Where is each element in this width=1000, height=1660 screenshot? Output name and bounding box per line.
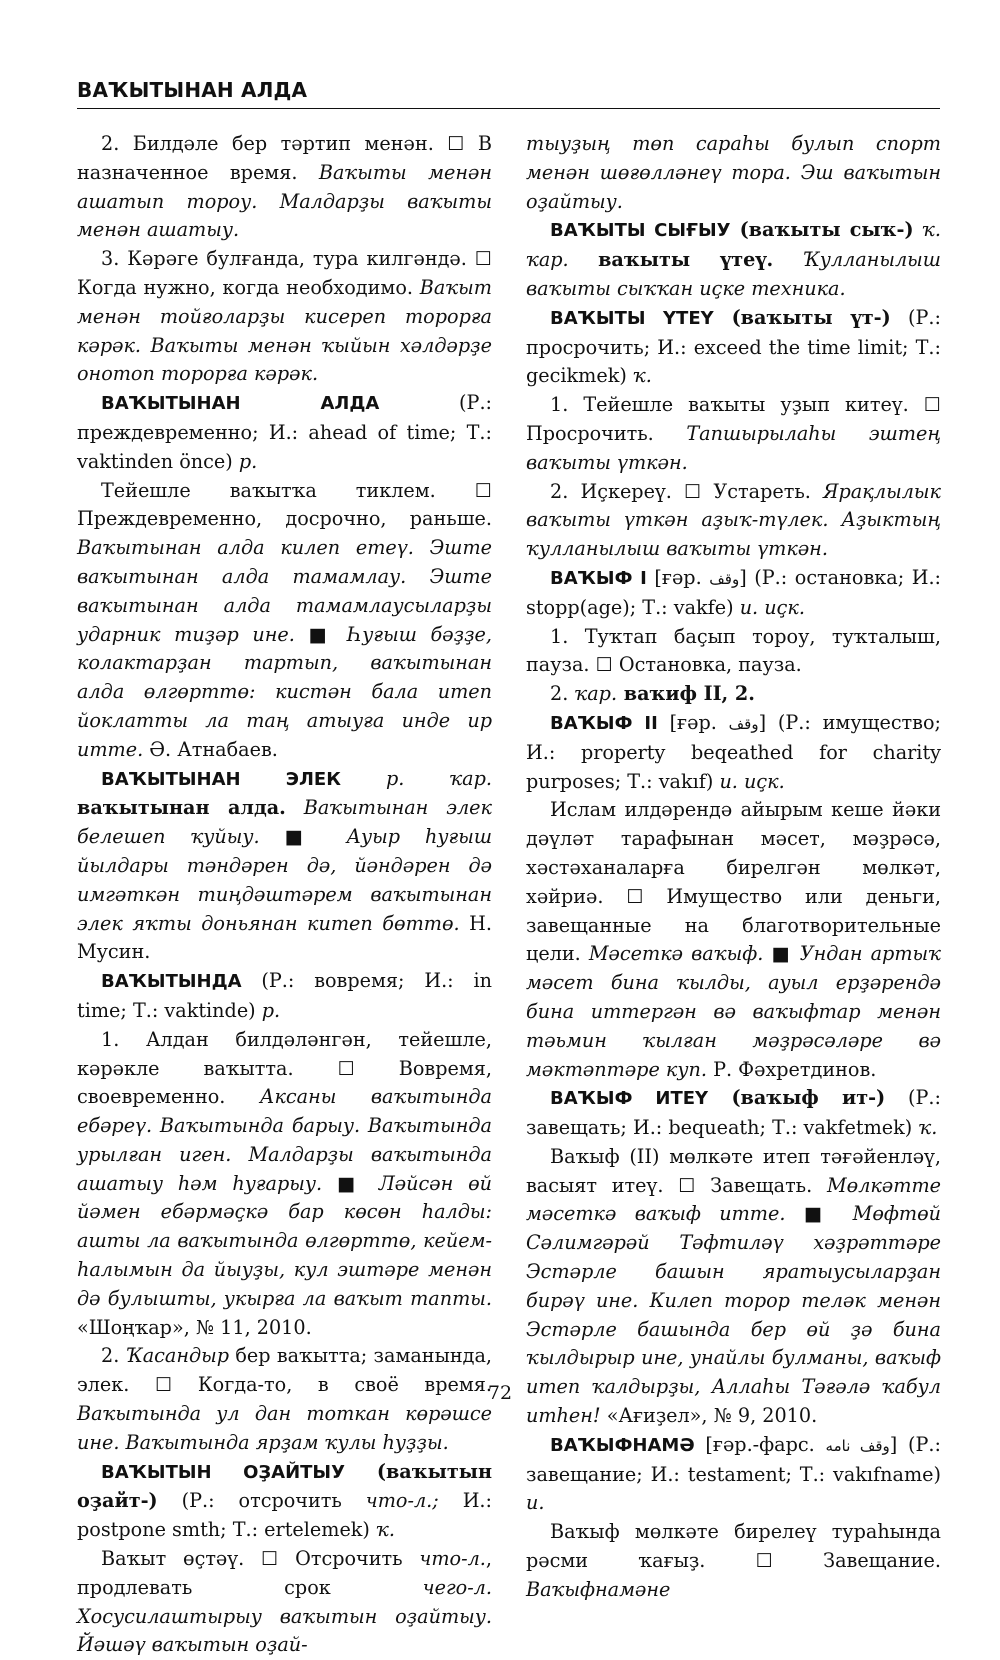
sense-paragraph: 2. Ҡасандыр бер ваҡытта; заманында, элек. ☐ Когда-то, в своё время. Ваҡытында ул дан тоткан көрәшсе ине. Ваҡытында ярҙам ҡулы һуҙҙы. xyxy=(77,1344,493,1454)
sense-paragraph: 1. Туҡтап баҫып тороу, туҡталыш, пауза. ☐ Остановка, пауза. xyxy=(526,624,941,677)
sense-paragraph: Ваҡыт өҫтәү. ☐ Отсрочить что-л., продлевать срок чего-л. Хосусилаштырыу ваҡытын оҙайтыу. Йәшәү ваҡытын оҙай- xyxy=(77,1547,492,1657)
sense-paragraph: Ваҡыф (II) мөлкәте итеп тәғәйенләү, васыят итеү. ☐ Завещать. Мөлкәтте мәсеткә ваҡыф итте. ■ Мөфтөй Сәлимгәрәй Тәфтиләү хәҙрәттәре Эстәрле башын яратыусыларҙан бирәү ине. Килеп торор теләк менән Эстәрле башында бер өй ҙә бина ҡылдырыр ине, унайлы булманы, ваҡыф итеп ҡалдырҙы, Аллаһы Тәғәлә ҡабул итһен! «Ағиҙел», № 9, 2010. xyxy=(526,1144,941,1428)
entry-vaqyfname: ВАҠЫФНАМӘ [ғәр.-фарс. وقف نامه] (Р.: завещание; И.: testament; Т.: vakıfname) и. xyxy=(526,1432,941,1515)
sense-paragraph: 1. Тейешле ваҡыты уҙып китеү. ☐ Просрочить. Тапшырылаһы эштең ваҡыты үткән. xyxy=(526,393,941,474)
sense-paragraph: 3. Кәрәге булғанда, тура килгәндә. ☐ Когда нужно, когда необходимо. Ваҡыт менән тойғоларҙы кисереп торорға кәрәк. Ваҡыты менән ҡыйын хәлдәрҙе онотоп торорға кәрәк. xyxy=(77,247,492,386)
entry-vaqyf-iteu: ВАҠЫФ ИТЕҮ (ваҡыф ит-) (Р.: завещать; И.: bequeath; Т.: vakfetmek) ҡ. xyxy=(526,1086,941,1140)
sense-paragraph: 2. Билдәле бер тәртип менән. ☐ В назначенное время. Ваҡыты менән ашатып тороу. Малдарҙы ваҡыты менән ашатыу. xyxy=(77,132,492,242)
entry-vaqyf-1: ВАҠЫФ I [ғәр. وقف] (Р.: остановка; И.: stopp(age); Т.: vakfe) и. иҫк. xyxy=(526,565,942,619)
left-column xyxy=(77,130,492,1660)
entry-vaqytynda: ВАҠЫТЫНДА (Р.: вовремя; И.: in time; Т.: vaktinde) р. xyxy=(77,969,492,1022)
entry-vaqyty-uteu: ВАҠЫТЫ ҮТЕҮ (ваҡыты үт-) (Р.: просрочить; И.: exceed the time limit; Т.: gecikmek) ҡ. xyxy=(526,305,941,388)
page-number: 72 xyxy=(487,1382,513,1404)
entry-vaqyty-syghyu: ВАҠЫТЫ СЫҒЫУ (ваҡыты сыҡ-) ҡ. ҡар. ваҡыты үтеү. Ҡулланылыш ваҡыты сыҡҡан иҫке техника. xyxy=(526,218,941,300)
sense-paragraph: Тейешле ваҡытҡа тиклем. ☐ Преждевременно, досрочно, раньше. Ваҡытынан алда килеп етеү. Эште ваҡытынан алда тамамлау. Эште ваҡытынан алда тамамлаусыларҙы ударник тиҙәр ине. ■ Һуғыш бәҙҙе, колактарҙан тартып, ваҡытынан алда өлгөрттө: кистән бала итеп йоклатты ла таң атыуға инде ир итте. Ә. Атнабаев. xyxy=(77,478,492,761)
entry-vaqyf-2: ВАҠЫФ II [ғәр. وقف] (Р.: имущество; И.: property beqeathed for charity purposes; Т.: vakıf) и. иҫк. xyxy=(526,710,941,793)
header-rule xyxy=(77,108,940,109)
sense-paragraph: Ваҡыф мөлкәте бирелеү тураһында рәсми ҡағыҙ. ☐ Завещание. Ваҡыфнамәне xyxy=(526,1520,941,1601)
entry-vaqytynan-elek: ВАҠЫТЫНАН ЭЛЕК р. ҡар. ваҡытынан алда. Ваҡытынан элек белешеп ҡуйыу. ■ Ауыр һуғыш йылдары тәндәрен дә, йәндәрен дә имгәткән тиңдәштәрем ваҡытынан элек яҡты доньянан китеп бөттө. Н. Мусин. xyxy=(77,766,492,964)
sense-paragraph: 1. Алдан билдәләнгән, тейешле, кәрәкле ваҡытта. ☐ Вовремя, своевременно. Аксаны ваҡытында ебәреү. Ваҡытында барыу. Ваҡытында урылған иген. Малдарҙы ваҡытында ашатыу һәм һуғарыу. ■ Ләйсән өй йәмен ебәрмәҫкә бар көсөн һалды: ашты ла ваҡытында өлгөрттө, кейем-һалымын да йыуҙы, кул эштәре менән дә булышты, укырға ла ваҡыт тапты. «Шоңҡар», № 11, 2010. xyxy=(77,1027,492,1339)
entry-vaqytyn-ozaytyu: ВАҠЫТЫН ОҘАЙТЫУ (ваҡытын оҙайт-) (Р.: отсрочить что-л.; И.: postpone smth; Т.: ertelemek) ҡ. xyxy=(77,1459,492,1542)
running-head: ВАҠЫТЫНАН АЛДА xyxy=(77,78,308,102)
sense-paragraph: 2. Иҫкереү. ☐ Устареть. Ярақлылык ваҡыты үткән аҙыҡ-түлек. Аҙыктың ҡулланылыш ваҡыты үткән. xyxy=(526,479,941,561)
sense-paragraph: 2. ҡар. ваҡиф II, 2. xyxy=(550,682,755,706)
sense-paragraph: Ислам илдәрендә айырым кеше йәки дәүләт тарафынан мәсет, мәҙрәсә, хәстәханаларға бирелгән мөлкәт, хәйриә. ☐ Имущество или деньги, завещанные на благотворительные цели. Мәсеткә ваҡыф. ■ Ундан артыҡ мәсет бина ҡылды, ауыл ерҙәрендә бина иттергән вә ваҡыфтар менән тәьмин ҡылған мәҙрәсәләре вә мәктәптәре куп. Р. Фәхретдинов. xyxy=(526,798,941,1081)
entry-vaqytynan-alda: ВАҠЫТЫНАН АЛДА (Р.: преждевременно; И.: ahead of time; Т.: vaktinden önce) р. xyxy=(77,391,493,473)
continued-example: тыуҙың төп сараһы булып спорт менән шөғөлләнеү тора. Эш ваҡытын оҙайтыу. xyxy=(526,132,941,213)
